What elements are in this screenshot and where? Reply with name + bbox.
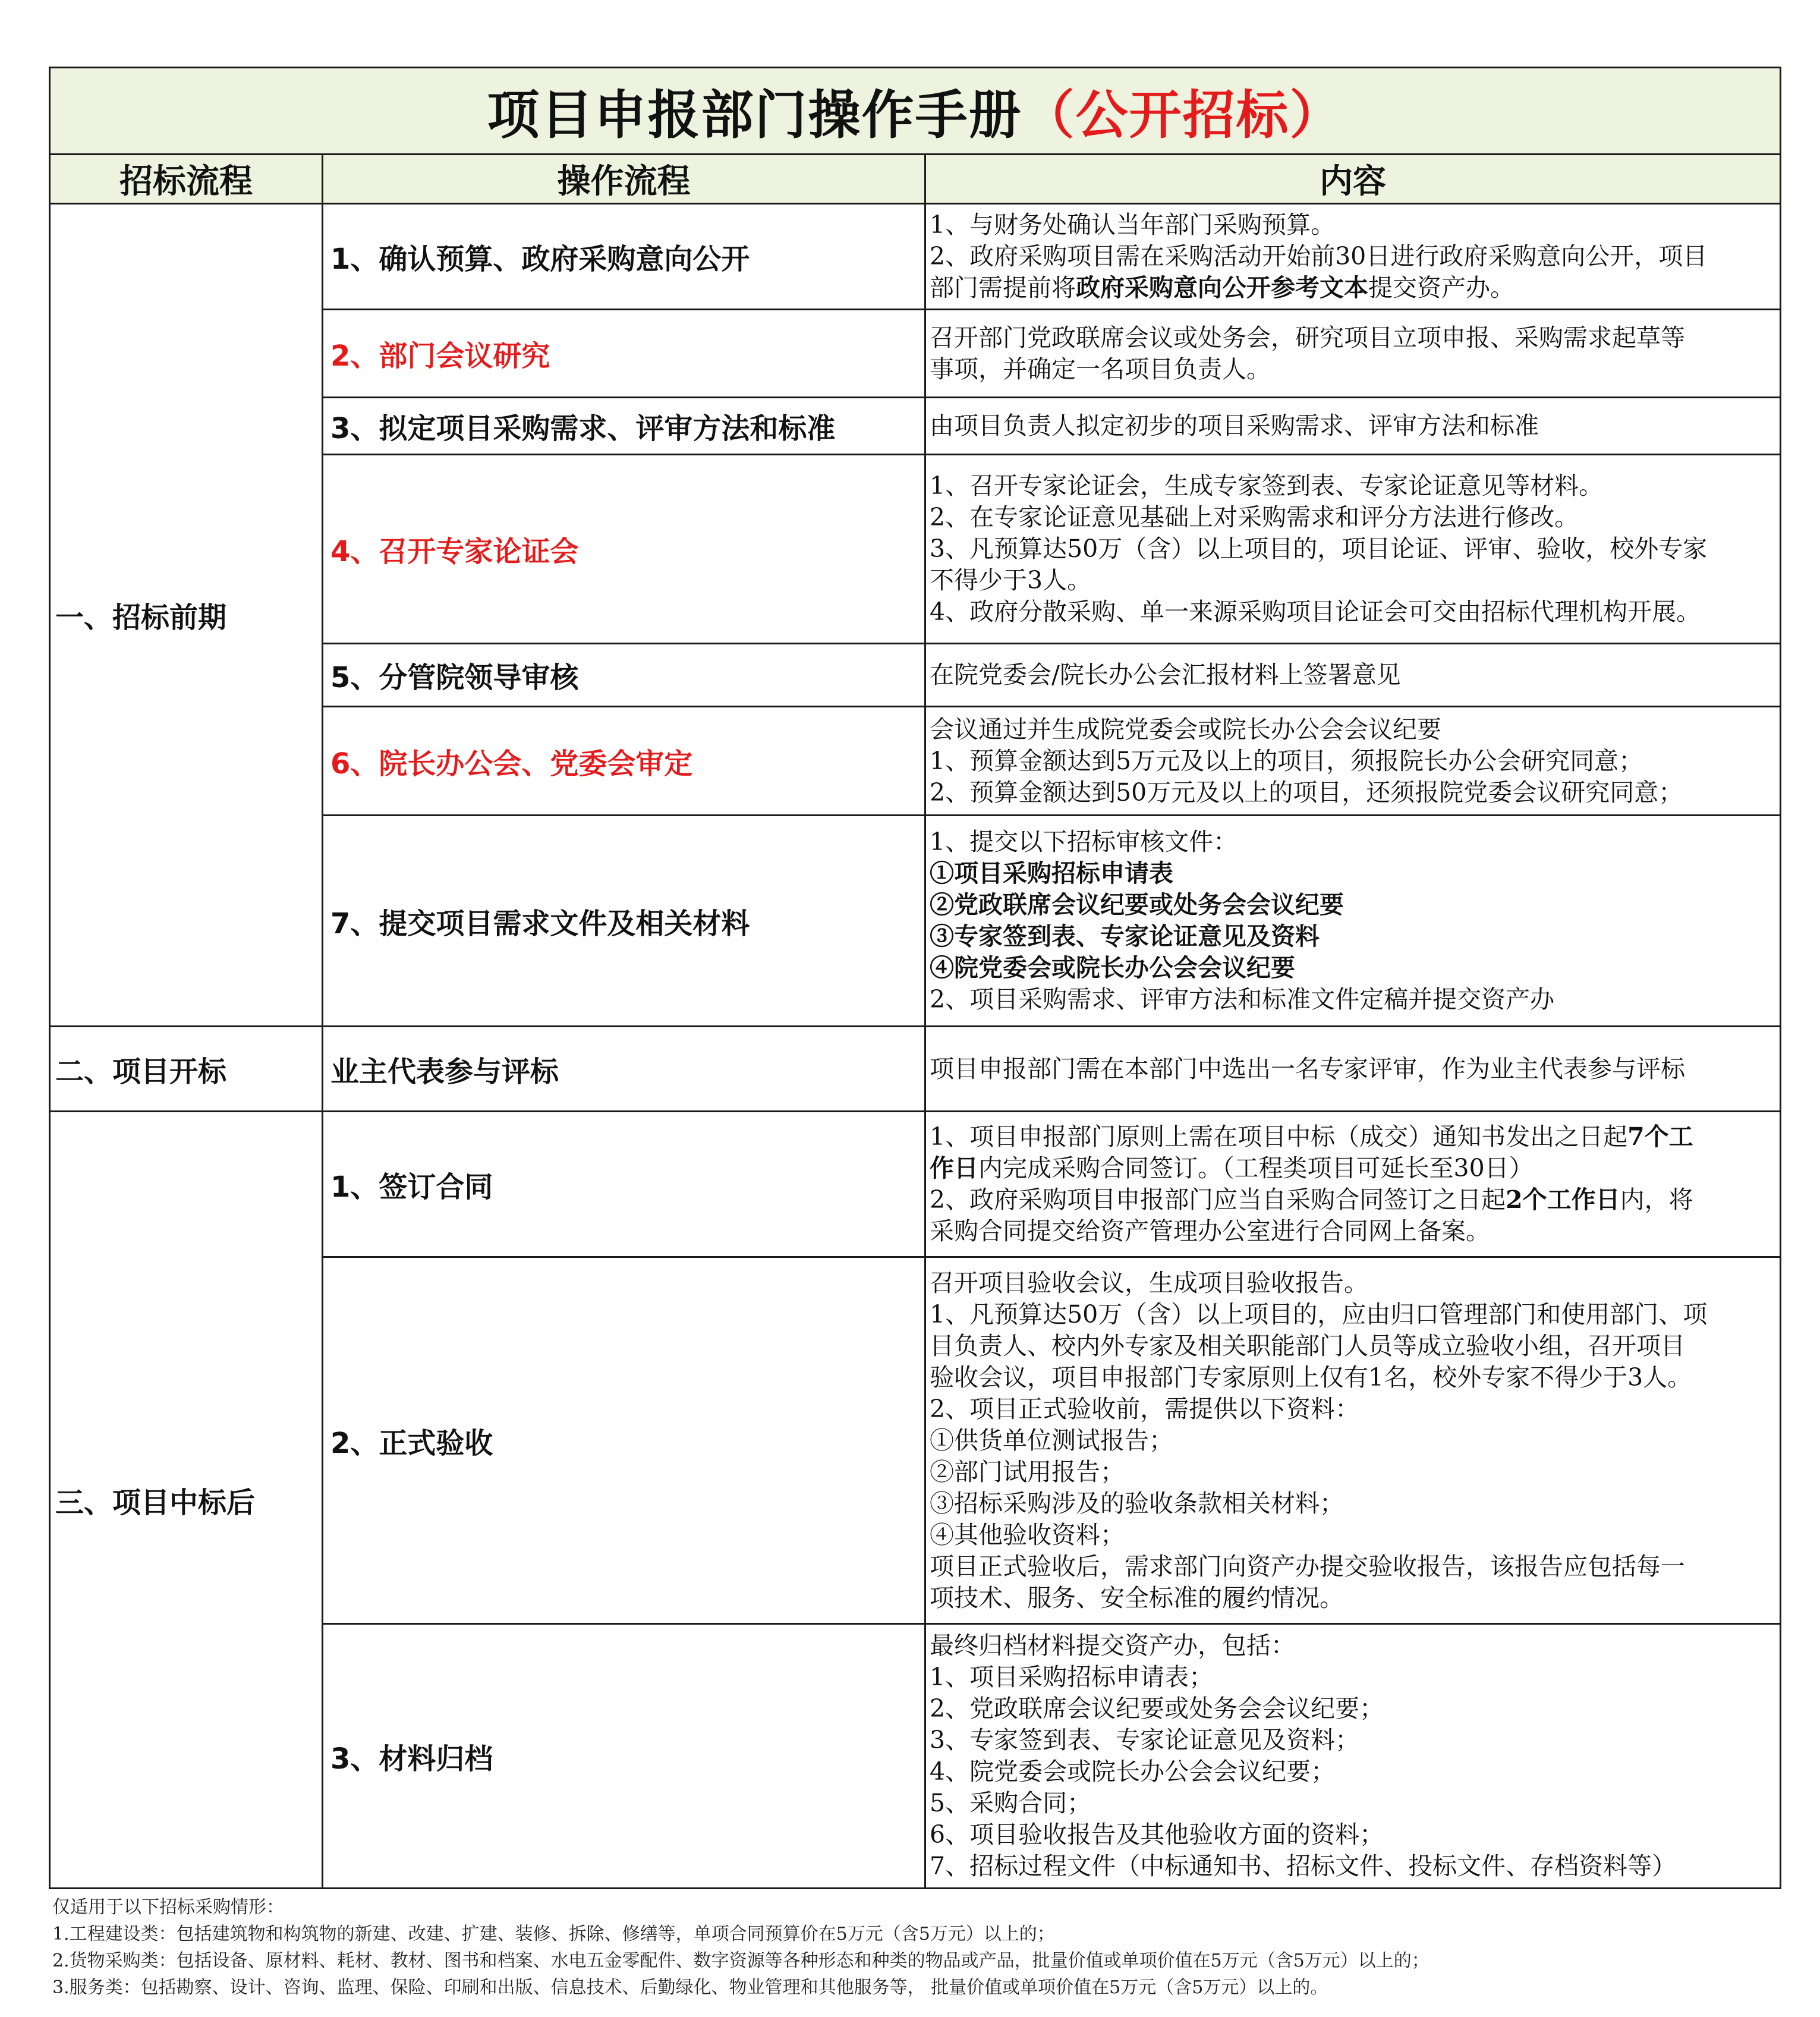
content-line: 召开项目验收会议，生成项目验收报告。 xyxy=(930,1268,1368,1297)
content-line: ①供货单位测试报告； xyxy=(930,1426,1173,1455)
content-text: 内完成采购合同签订。（工程类项目可延长至30日） xyxy=(978,1154,1534,1182)
stage-pre-bidding: 一、招标前期 xyxy=(50,204,323,1027)
content-line xyxy=(930,272,1775,304)
content-line: 2、预算金额达到50万元及以上的项目，还须报院党委会议研究同意； xyxy=(930,778,1683,807)
header-content: 内容 xyxy=(925,155,1781,204)
step-leader-review: 5、分管院领导审核 xyxy=(323,644,925,707)
content-line: ①项目采购招标申请表 xyxy=(930,859,1173,888)
step-expert-review: 4、召开专家论证会 xyxy=(323,455,925,644)
step-archive-materials: 3、材料归档 xyxy=(323,1624,925,1889)
content-line: 1、召开专家论证会，生成专家签到表、专家论证意见等材料。 xyxy=(930,471,1604,500)
content-bold-text: 2个工作日 xyxy=(1506,1185,1620,1214)
content-line: 7、招标过程文件（中标通知书、招标文件、投标文件、存档资料等） xyxy=(930,1852,1677,1880)
content-line: 5、采购合同； xyxy=(930,1789,1092,1817)
content-line: 1、项目采购招标申请表； xyxy=(930,1663,1214,1691)
content-text: 2、政府采购项目申报部门应当自采购合同签订之日起 xyxy=(930,1185,1506,1214)
content-line: 事项，并确定一名项目负责人。 xyxy=(930,354,1271,383)
content-line: ④其他验收资料； xyxy=(930,1520,1125,1549)
content-line: 项技术、服务、安全标准的履约情况。 xyxy=(930,1583,1344,1612)
content-line xyxy=(930,1121,1775,1153)
document-title xyxy=(50,68,1781,155)
content-line: 最终归档材料提交资产办，包括： xyxy=(930,1631,1295,1660)
step-owner-representative: 业主代表参与评标 xyxy=(323,1027,925,1112)
content-line xyxy=(930,1184,1775,1216)
content-line: ③专家签到表、专家论证意见及资料 xyxy=(930,922,1320,951)
stage-bid-opening: 二、项目开标 xyxy=(50,1027,323,1112)
content-line: ②部门试用报告； xyxy=(930,1457,1125,1486)
content-line: ②党政联席会议纪要或处务会会议纪要 xyxy=(930,890,1344,919)
content-line: 项目申报部门需在本部门中选出一名专家评审，作为业主代表参与评标 xyxy=(930,1054,1685,1083)
content-line: 项目正式验收后，需求部门向资产办提交验收报告，该报告应包括每一 xyxy=(930,1552,1685,1581)
content-line: ③招标采购涉及的验收条款相关材料； xyxy=(930,1489,1344,1518)
content-line: 1、提交以下招标审核文件： xyxy=(930,827,1238,856)
content-bold-text: 政府采购意向公开参考文本 xyxy=(1076,273,1368,302)
content-line: 2、党政联席会议纪要或处务会会议纪要； xyxy=(930,1694,1384,1723)
content-expert-review xyxy=(925,455,1781,644)
procurement-manual-table xyxy=(49,67,1781,1889)
content-text: 提交资产办。 xyxy=(1368,273,1514,302)
content-archive-materials xyxy=(925,1624,1781,1889)
step-formal-acceptance: 2、正式验收 xyxy=(323,1257,925,1624)
content-text: 内，将 xyxy=(1620,1185,1693,1214)
content-line: 2、项目正式验收前，需提供以下资料： xyxy=(930,1394,1360,1423)
step-sign-contract: 1、签订合同 xyxy=(323,1112,925,1257)
content-line: 2、在专家论证意见基础上对采购需求和评分方法进行修改。 xyxy=(930,503,1579,531)
content-line: 采购合同提交给资产管理办公室进行合同网上备案。 xyxy=(930,1217,1490,1245)
content-line: 1、凡预算达50万（含）以上项目的，应由归口管理部门和使用部门、项 xyxy=(930,1299,1708,1329)
content-line: 不得少于3人。 xyxy=(930,566,1092,594)
header-stage: 招标流程 xyxy=(50,155,323,204)
content-line: 4、政府分散采购、单一来源采购项目论证会可交由招标代理机构开展。 xyxy=(930,597,1701,626)
content-line: 3、凡预算达50万（含）以上项目的，项目论证、评审、验收，校外专家 xyxy=(930,534,1708,563)
note-goods: 2.货物采购类：包括设备、原材料、耗材、教材、图书和档案、水电五金零配件、数字资源等各种形态和种类的物品或产品，批量价值或单项价值在5万元（含5万元）以上的； xyxy=(52,1950,1429,1971)
content-line: 目负责人、校内外专家及相关职能部门人员等成立验收小组，召开项目 xyxy=(930,1331,1685,1360)
content-line: 4、院党委会或院长办公会会议纪要； xyxy=(930,1757,1336,1786)
content-line: 3、专家签到表、专家论证意见及资料； xyxy=(930,1726,1360,1754)
content-line: 2、政府采购项目需在采购活动开始前30日进行政府采购意向公开，项目 xyxy=(930,242,1708,270)
content-formal-acceptance xyxy=(925,1257,1781,1624)
content-line: 1、预算金额达到5万元及以上的项目，须报院长办公会研究同意； xyxy=(930,746,1643,775)
content-line: 会议通过并生成院党委会或院长办公会会议纪要 xyxy=(930,715,1441,744)
content-sign-contract xyxy=(925,1112,1781,1257)
applicability-notes xyxy=(52,1894,1429,2001)
stage-post-award: 三、项目中标后 xyxy=(50,1112,323,1889)
step-budget-confirm: 1、确认预算、政府采购意向公开 xyxy=(323,204,925,310)
content-line: 验收会议，项目申报部门专家原则上仅有1名，校外专家不得少于3人。 xyxy=(930,1363,1692,1392)
content-line: 1、与财务处确认当年部门采购预算。 xyxy=(930,210,1336,239)
content-bold-text: 7个工 xyxy=(1627,1122,1693,1151)
step-committee-approval: 6、院长办公会、党委会审定 xyxy=(323,707,925,816)
title-accent: （公开招标） xyxy=(1022,84,1343,146)
content-committee-approval xyxy=(925,707,1781,816)
content-leader-review xyxy=(925,644,1781,707)
note-intro: 仅适用于以下招标采购情形： xyxy=(52,1897,284,1918)
content-line: 2、项目采购需求、评审方法和标准文件定稿并提交资产办 xyxy=(930,985,1555,1014)
content-bold-text: 作日 xyxy=(930,1154,978,1182)
content-budget-confirm xyxy=(925,204,1781,310)
content-text: 部门需提前将 xyxy=(930,273,1076,302)
content-line xyxy=(930,1153,1775,1184)
note-services: 3.服务类：包括勘察、设计、咨询、监理、保险、印刷和出版、信息技术、后勤绿化、物业管理和其他服务等， 批量价值或单项价值在5万元（含5万元）以上的。 xyxy=(52,1977,1328,1998)
content-line: 在院党委会/院长办公会汇报材料上签署意见 xyxy=(930,660,1401,689)
content-line: ④院党委会或院长办公会会议纪要 xyxy=(930,954,1295,982)
content-submit-documents xyxy=(925,816,1781,1027)
content-dept-meeting xyxy=(925,310,1781,398)
content-line: 6、项目验收报告及其他验收方面的资料； xyxy=(930,1820,1384,1849)
content-line: 由项目负责人拟定初步的项目采购需求、评审方法和标准 xyxy=(930,411,1539,440)
step-submit-documents: 7、提交项目需求文件及相关材料 xyxy=(323,816,925,1027)
content-text: 1、项目申报部门原则上需在项目中标（成交）通知书发出之日起 xyxy=(930,1122,1628,1151)
content-line: 召开部门党政联席会议或处务会，研究项目立项申报、采购需求起草等 xyxy=(930,323,1685,352)
step-dept-meeting: 2、部门会议研究 xyxy=(323,310,925,398)
content-draft-requirements xyxy=(925,398,1781,455)
title-main: 项目申报部门操作手册 xyxy=(487,84,1022,146)
note-construction: 1.工程建设类：包括建筑物和构筑物的新建、改建、扩建、装修、拆除、修缮等，单项合同预算价在5万元（含5万元）以上的； xyxy=(52,1924,1055,1944)
header-step: 操作流程 xyxy=(323,155,925,204)
step-draft-requirements: 3、拟定项目采购需求、评审方法和标准 xyxy=(323,398,925,455)
content-owner-representative xyxy=(925,1027,1781,1112)
